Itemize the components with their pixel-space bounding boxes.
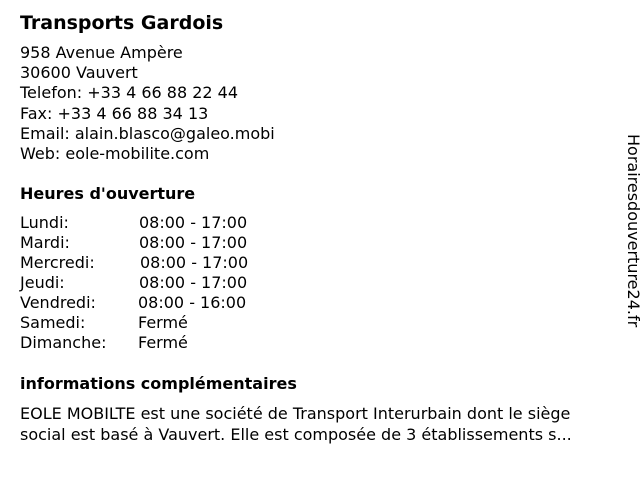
day-hours: 08:00 - 17:00	[139, 213, 248, 232]
additional-info-heading: informations complémentaires	[20, 374, 297, 393]
day-hours: Fermé	[138, 313, 188, 332]
website-link[interactable]: Web: eole-mobilite.com	[20, 143, 210, 163]
day-label: Mardi:	[20, 233, 70, 252]
day-label: Lundi:	[20, 213, 69, 232]
day-label: Dimanche:	[20, 333, 107, 352]
business-card	[20, 10, 620, 470]
opening-hours-heading: Heures d'ouverture	[20, 184, 196, 203]
business-name: Transports Gardois	[20, 12, 224, 34]
address-city: 30600 Vauvert	[20, 63, 138, 83]
additional-info-text	[20, 403, 620, 445]
day-label: Vendredi:	[20, 293, 96, 312]
day-hours: 08:00 - 16:00	[138, 293, 247, 312]
address-street: 958 Avenue Ampère	[20, 43, 183, 62]
day-hours: 08:00 - 17:00	[140, 253, 249, 272]
day-label: Jeudi:	[20, 273, 65, 292]
day-hours: 08:00 - 17:00	[139, 233, 248, 252]
info-line: social est basé à Vauvert. Elle est composée de 3 établissements s...	[20, 425, 572, 444]
day-hours: Fermé	[138, 333, 188, 352]
fax-number: Fax: +33 4 66 88 34 13	[20, 103, 209, 123]
site-watermark: Horairesdouverture24.fr	[624, 134, 643, 328]
contact-block	[20, 43, 275, 164]
phone-number[interactable]: Telefon: +33 4 66 88 22 44	[20, 83, 239, 103]
day-hours: 08:00 - 17:00	[139, 273, 248, 292]
day-label: Samedi:	[20, 313, 86, 332]
day-label: Mercredi:	[20, 253, 95, 272]
email-link[interactable]: Email: alain.blasco@galeo.mobi	[20, 123, 275, 143]
info-line: EOLE MOBILTE est une société de Transport Interurbain dont le siège	[20, 404, 571, 423]
